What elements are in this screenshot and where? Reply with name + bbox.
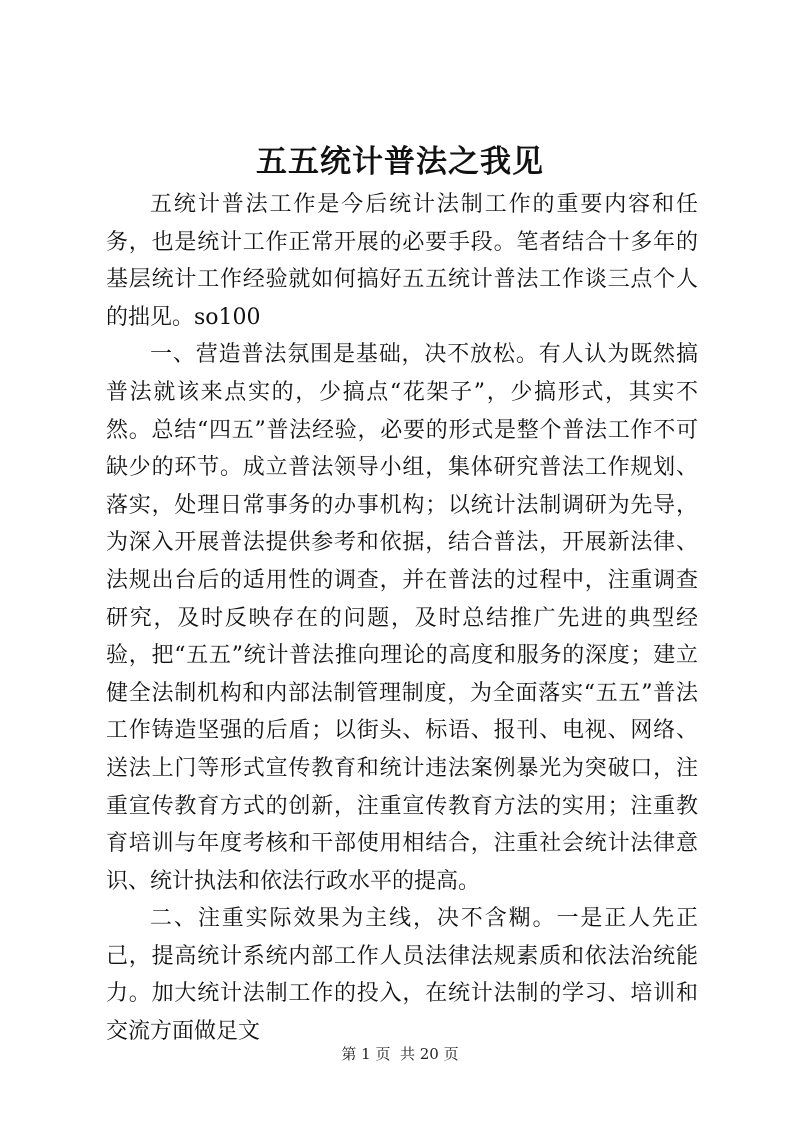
page-number-label: 第 1 页 共 20 页 <box>341 1045 459 1063</box>
document-body <box>106 186 698 1051</box>
paragraph-intro: 五统计普法工作是今后统计法制工作的重要内容和任务，也是统计工作正常开展的必要手段。笔者结合十多年的基层统计工作经验就如何搞好五五统计普法工作谈三点个人的拙见。so100 <box>106 192 698 330</box>
paragraph-section-one: 一、营造普法氛围是基础，决不放松。有人认为既然搞普法就该来点实的，少搞点“花架子”，少搞形式，其实不然。总结“四五”普法经验，必要的形式是整个普法工作不可缺少的环节。成立普法领导小组，集体研究普法工作规划、落实，处理日常事务的办事机构；以统计法制调研为先导，为深入开展普法提供参考和依据，结合普法，开展新法律、法规出台后的适用性的调查，并在普法的过程中，注重调查研究，及时反映存在的问题，及时总结推广先进的典型经验，把“五五”统计普法推向理论的高度和服务的深度；建立健全法制机构和内部法制管理制度，为全面落实“五五”普法工作铸造坚强的后盾；以街头、标语、报刊、电视、网络、送法上门等形式宣传教育和统计违法案例暴光为突破口，注重宣传教育方式的创新，注重宣传教育方法的实用；注重教育培训与年度考核和干部使用相结合，注重社会统计法律意识、统计执法和依法行政水平的提高。 <box>106 342 698 894</box>
page-footer <box>0 1044 800 1064</box>
paragraph-section-two: 二、注重实际效果为主线，决不含糊。一是正人先正己，提高统计系统内部工作人员法律法规素质和依法治统能力。加大统计法制工作的投入，在统计法制的学习、培训和交流方面做足文 <box>106 906 698 1045</box>
document-title: 五五统计普法之我见 <box>256 144 544 180</box>
